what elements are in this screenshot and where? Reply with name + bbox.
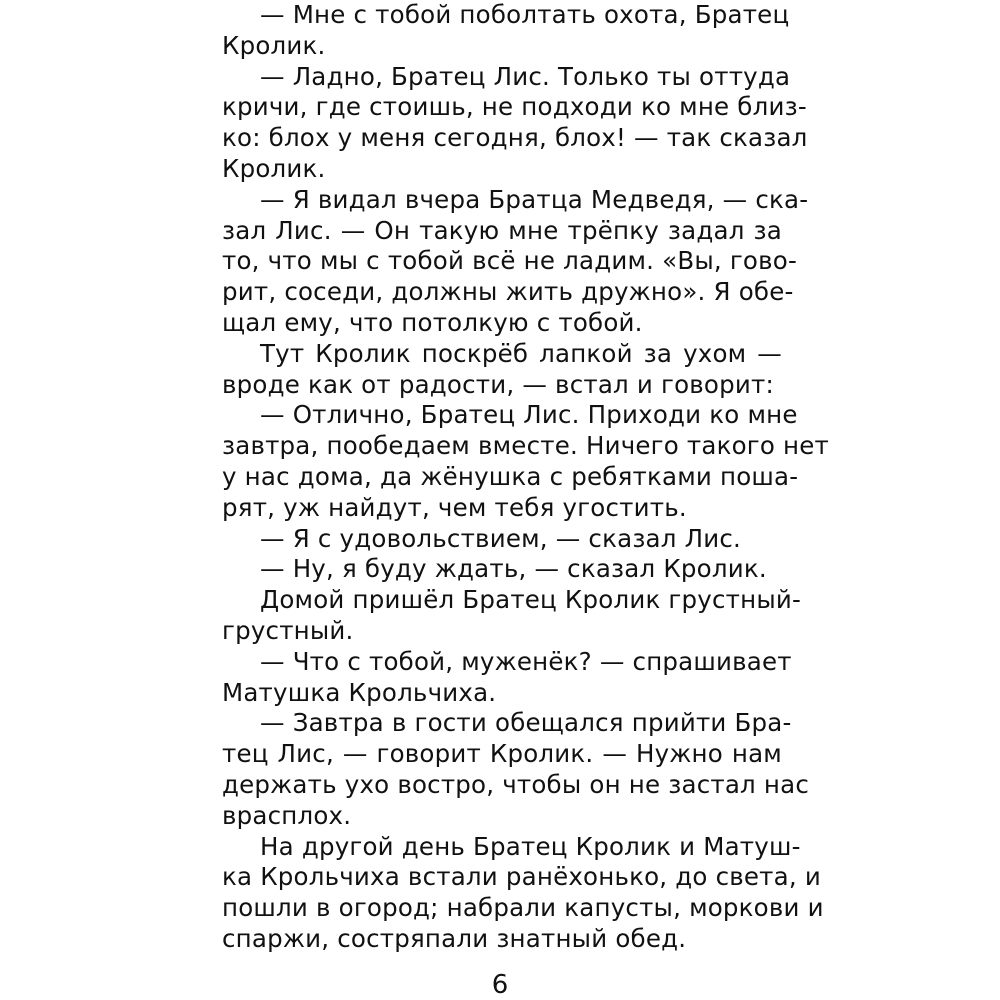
text-line: — Я с удовольствием, — сказал Лис. [260, 523, 742, 553]
text-line: завтра, пообедаем вместе. Ничего такого нет [222, 431, 829, 461]
text-line: пошли в огород; набрали капусты, моркови и [222, 893, 824, 923]
text-line: — Завтра в гости обещался прийти Бра- [260, 708, 792, 738]
text-line: вроде как от радости, — встал и говорит: [222, 369, 774, 399]
text-line: Кролик. [222, 30, 326, 60]
text-line: ко: блох у меня сегодня, блох! — так сказал [222, 123, 808, 153]
text-line: Домой пришёл Братец Кролик грустный- [260, 585, 802, 615]
text-line: — Отлично, Братец Лис. Приходи ко мне [260, 400, 798, 430]
text-line: Тут Кролик поскрёб лапкой за ухом — [260, 338, 782, 368]
text-line: — Я видал вчера Братца Медведя, — ска- [260, 184, 809, 214]
text-line: держать ухо востро, чтобы он не застал нас [222, 769, 810, 799]
body-text [222, 0, 829, 955]
text-line: — Ну, я буду ждать, — сказал Кролик. [260, 554, 767, 584]
text-line: зал Лис. — Он такую мне трёпку задал за [222, 215, 782, 245]
text-line: На другой день Братец Кролик и Матуш- [260, 831, 801, 861]
text-line: ка Крольчиха встали ранёхонько, до света, и [222, 862, 821, 892]
text-line: — Мне с тобой поболтать охота, Братец [260, 0, 790, 29]
text-line: то, что мы с тобой всё не ладим. «Вы, гово- [222, 246, 797, 276]
text-line: рят, уж найдут, чем тебя угостить. [222, 492, 687, 522]
page-number: 6 [491, 970, 509, 1000]
text-line: рит, соседи, должны жить дружно». Я обе- [222, 277, 794, 307]
text-line: Матушка Крольчиха. [222, 677, 497, 707]
text-line: щал ему, что потолкую с тобой. [222, 307, 643, 337]
text-line: спаржи, состряпали знатный обед. [222, 923, 687, 953]
text-line: — Ладно, Братец Лис. Только ты оттуда [260, 61, 791, 91]
text-line: — Что с тобой, муженёк? — спрашивает [260, 646, 792, 676]
text-line: у нас дома, да жёнушка с ребятками поша- [222, 461, 799, 491]
text-line: врасплох. [222, 800, 352, 830]
text-line: тец Лис, — говорит Кролик. — Нужно нам [222, 739, 782, 769]
text-line: грустный. [222, 615, 354, 645]
text-line: Кролик. [222, 153, 326, 183]
text-line: кричи, где стоишь, не подходи ко мне близ- [222, 92, 807, 122]
